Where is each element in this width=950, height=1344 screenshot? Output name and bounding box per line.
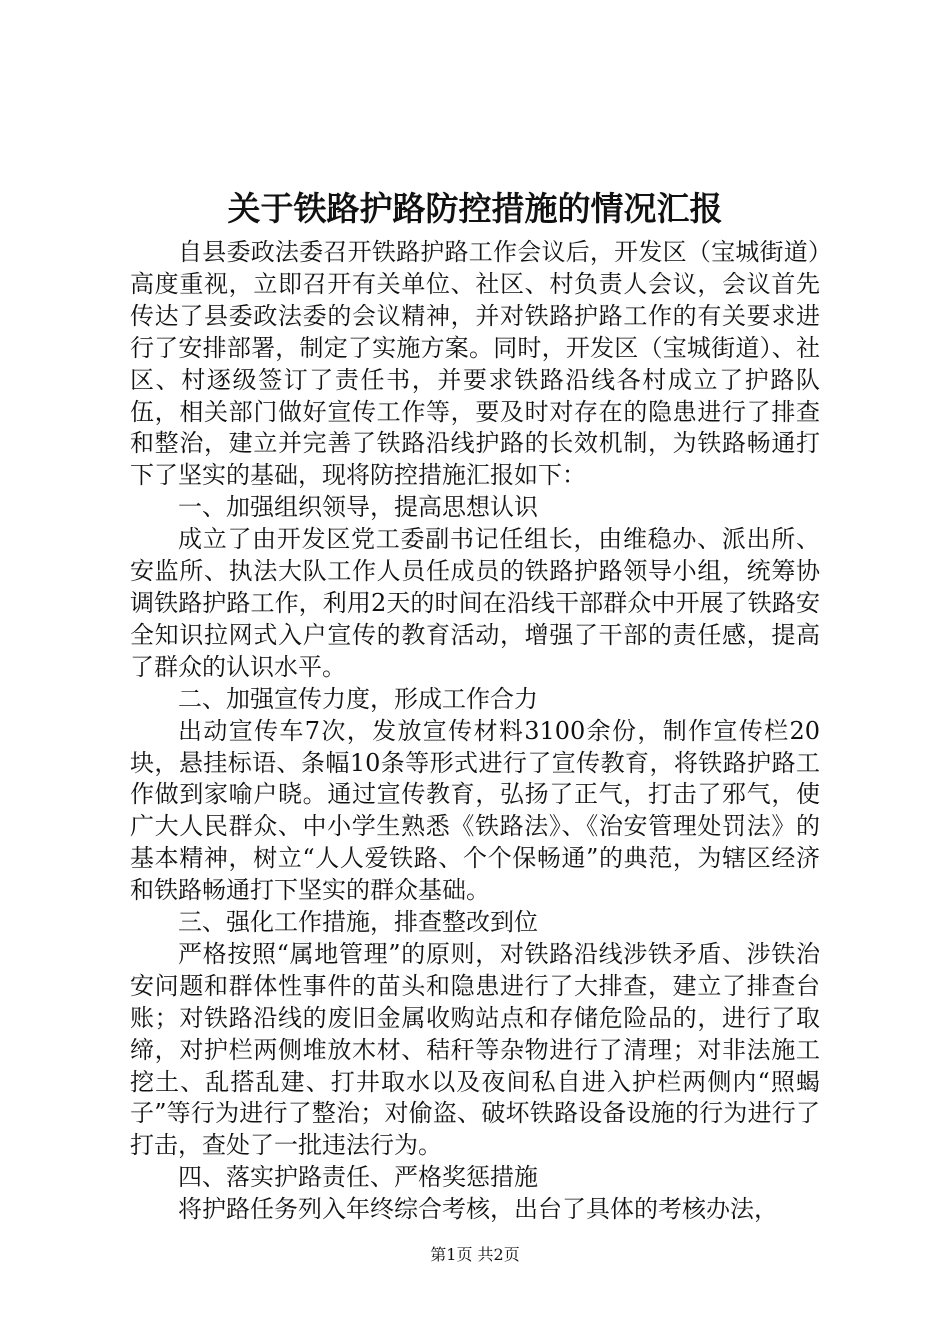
paragraph-intro: 自县委政法委召开铁路护路工作会议后，开发区（宝城街道）高度重视，立即召开有关单位、社区、村负责人会议，会议首先传达了县委政法委的会议精神，并对铁路护路工作的有关要求进行了安排部署，制定了实施方案。同时，开发区（宝城街道）、社区、村逐级签订了责任书，并要求铁路沿线各村成立了护路队伍，相关部门做好宣传工作等，要及时对存在的隐患进行了排查和整治，建立并完善了铁路沿线护路的长效机制，为铁路畅通打下了坚实的基础，现将防控措施汇报如下： [130,238,820,490]
section-heading-1: 一、加强组织领导，提高思想认识 [178,493,538,522]
section-heading-3: 三、强化工作措施，排查整改到位 [178,908,538,937]
paragraph-section-1: 成立了由开发区党工委副书记任组长，由维稳办、派出所、安监所、执法大队工作人员任成员的铁路护路领导小组，统筹协调铁路护路工作，利用2天的时间在沿线干部群众中开展了铁路安全知识拉网式入户宣传的教育活动，增强了干部的责任感，提高了群众的认识水平。 [130,525,820,681]
section-heading-4: 四、落实护路责任、严格奖惩措施 [178,1163,538,1192]
paragraph-section-3: 严格按照“属地管理”的原则，对铁路沿线涉铁矛盾、涉铁治安问题和群体性事件的苗头和隐患进行了大排查，建立了排查台账；对铁路沿线的废旧金属收购站点和存储危险品的，进行了取缔，对护栏两侧堆放木材、秸秆等杂物进行了清理；对非法施工挖土、乱搭乱建、打井取水以及夜间私自进入护栏两侧内“照蝎子”等行为进行了整治；对偷盗、破坏铁路设备设施的行为进行了打击，查处了一批违法行为。 [130,939,820,1160]
paragraph-section-2: 出动宣传车7次，发放宣传材料3100余份，制作宣传栏20块，悬挂标语、条幅10条等形式进行了宣传教育，将铁路护路工作做到家喻户晓。通过宣传教育，弘扬了正气，打击了邪气，使广大人民群众、中小学生熟悉《铁路法》、《治安管理处罚法》的基本精神，树立“人人爱铁路、个个保畅通”的典范，为辖区经济和铁路畅通打下坚实的群众基础。 [130,716,820,905]
paragraph-section-4: 将护路任务列入年终综合考核，出台了具体的考核办法， [178,1195,778,1224]
document-title: 关于铁路护路防控措施的情况汇报 [227,189,723,228]
page-footer: 第1页 共2页 [430,1245,520,1264]
document-body [130,237,820,1226]
section-heading-2: 二、加强宣传力度，形成工作合力 [178,684,538,713]
